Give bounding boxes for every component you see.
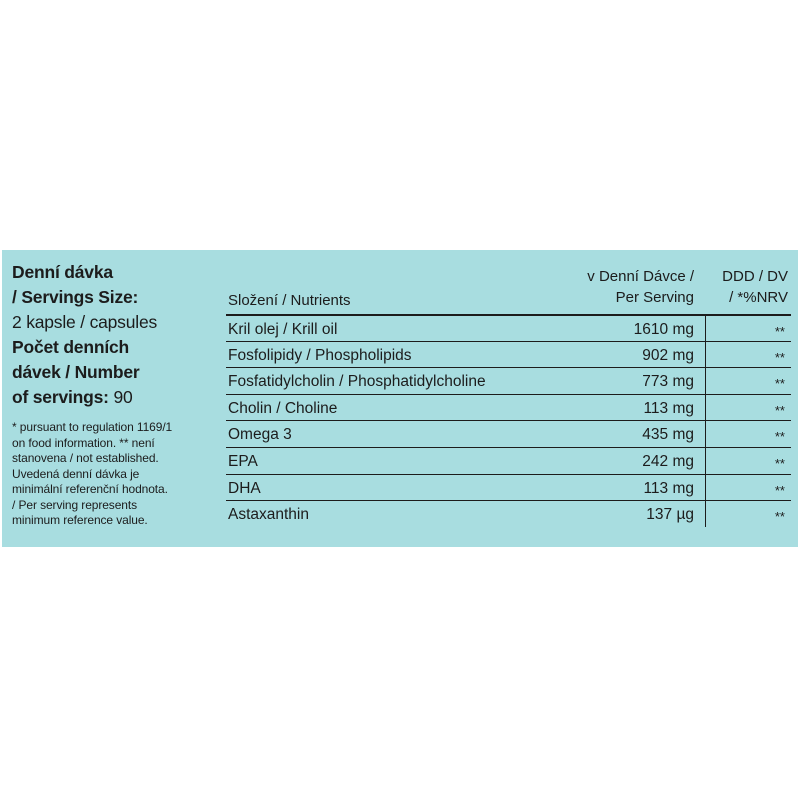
footnote-line: on food information. ** není xyxy=(12,435,155,450)
servings-count-label-2: dávek / Number xyxy=(12,362,140,382)
nutrient-amount: 113 mg xyxy=(643,399,694,417)
header-nrv-line1: DDD / DV xyxy=(722,268,788,285)
header-per-serving xyxy=(544,266,694,308)
table-header xyxy=(226,262,791,314)
nutrient-nrv: ** xyxy=(774,455,785,471)
servings-count-label-1: Počet denních xyxy=(12,337,130,357)
nutrient-name: Astaxanthin xyxy=(228,506,309,524)
nutrient-nrv: ** xyxy=(774,324,785,339)
nutrient-amount: 242 mg xyxy=(642,452,694,470)
nutrient-amount: 113 mg xyxy=(643,479,694,497)
servings-count-label-3: of servings: xyxy=(12,387,109,407)
column-divider xyxy=(705,314,706,527)
nutrient-nrv: ** xyxy=(774,429,785,445)
serving-label-cz: Denní dávka xyxy=(12,262,113,282)
footnote-line: / Per serving represents xyxy=(12,497,137,512)
nutrient-amount: 773 mg xyxy=(642,373,694,391)
nutrient-name: Kril olej / Krill oil xyxy=(228,321,338,338)
nutrient-name: Fosfolipidy / Phospholipids xyxy=(228,346,412,364)
footnote-line: minimum reference value. xyxy=(12,513,148,527)
footnote-line: * pursuant to regulation 1169/1 xyxy=(12,420,173,434)
serving-info xyxy=(12,260,207,529)
serving-size xyxy=(12,260,207,410)
header-nrv xyxy=(698,266,788,308)
header-nutrients: Složení / Nutrients xyxy=(228,292,351,309)
nutrient-name: Fosfatidylcholin / Phosphatidylcholine xyxy=(228,373,486,391)
serving-value: 2 kapsle / capsules xyxy=(12,312,158,332)
nutrient-amount: 1610 mg xyxy=(633,321,694,338)
nutrient-nrv: ** xyxy=(774,509,785,525)
nutrient-nrv: ** xyxy=(774,482,785,498)
footnote xyxy=(12,420,207,529)
header-per-serving-line1: v Denní Dávce / xyxy=(587,268,694,285)
footnote-line: minimální referenční hodnota. xyxy=(12,482,168,496)
nutrient-table xyxy=(226,262,791,527)
nutrient-amount: 137 µg xyxy=(646,506,694,524)
nutrient-name: Cholin / Choline xyxy=(228,399,338,417)
nutrient-name: DHA xyxy=(228,479,261,497)
nutrient-name: EPA xyxy=(228,452,258,470)
nutrient-amount: 902 mg xyxy=(642,346,694,364)
footnote-line: stanovena / not established. xyxy=(12,451,159,465)
header-nrv-line2: / *%NRV xyxy=(729,289,788,306)
footnote-line: Uvedená denní dávka je xyxy=(12,466,140,481)
header-per-serving-line2: Per Serving xyxy=(615,289,694,306)
nutrient-name: Omega 3 xyxy=(228,426,292,444)
nutrient-amount: 435 mg xyxy=(642,426,694,444)
servings-count-value: 90 xyxy=(108,387,133,407)
nutrient-nrv: ** xyxy=(774,349,785,365)
nutrient-nrv: ** xyxy=(774,402,785,418)
nutrient-nrv: ** xyxy=(774,376,785,392)
serving-label-en: / Servings Size: xyxy=(12,287,139,307)
nutrition-panel xyxy=(2,250,798,547)
